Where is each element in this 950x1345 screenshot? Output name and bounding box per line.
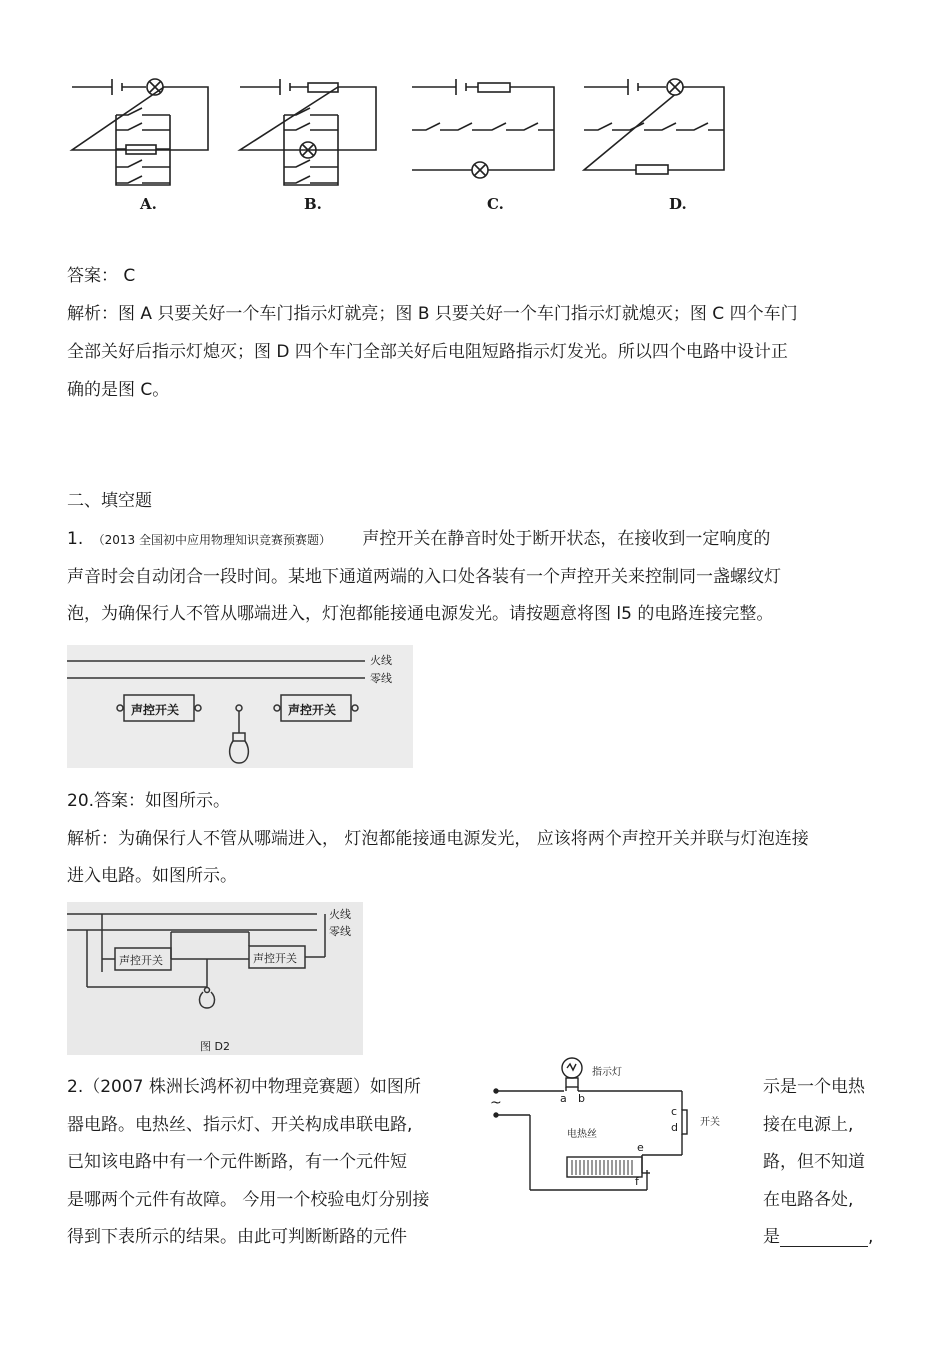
- q2-right-2: 接在电源上,: [763, 1115, 854, 1135]
- source-symbol: ~: [490, 1095, 502, 1111]
- point-b: b: [578, 1092, 585, 1105]
- q2-left-3: 已知该电路中有一个元件断路，有一个元件短: [67, 1152, 407, 1172]
- figd2-switch-left: 声控开关: [119, 954, 163, 967]
- point-f: f: [635, 1175, 639, 1188]
- option-label-c: C.: [487, 195, 504, 213]
- section-title: 二、填空题: [67, 491, 152, 511]
- figd2-live-label: 火线: [329, 908, 351, 921]
- answer-line: 答案： C: [67, 266, 136, 286]
- option-label-b: B.: [304, 195, 322, 213]
- q2-left-5: 得到下表所示的结果。由此可判断断路的元件: [67, 1227, 407, 1247]
- analysis-line-2: 全部关好后指示灯熄灭；图 D 四个车门全部关好后电阻短路指示灯发光。所以四个电路中设计正: [67, 342, 788, 362]
- q2-left-2: 器电路。电热丝、指示灯、开关构成串联电路,: [67, 1115, 413, 1135]
- q2-right-4: 在电路各处,: [763, 1190, 854, 1210]
- circuit-options-figure: [60, 75, 740, 220]
- q1-source: （2013 全国初中应用物理知识竞赛预赛题）: [92, 533, 331, 547]
- fig15-switch-right: 声控开关: [288, 703, 337, 717]
- answer-blank[interactable]: [780, 1230, 868, 1247]
- figd2-neutral-label: 零线: [329, 925, 351, 938]
- fig15-neutral-label: 零线: [370, 672, 392, 685]
- figure-15: [67, 645, 413, 768]
- circuit-d: [584, 79, 724, 174]
- q1-line-2: 声音时会自动闭合一段时间。某地下通道两端的入口处各装有一个声控开关来控制同一盏螺纹灯: [67, 567, 781, 587]
- figd2-caption: 图 D2: [200, 1040, 230, 1053]
- q1-line-3: 泡，为确保行人不管从哪端进入，灯泡都能接通电源发光。请按题意将图 l5 的电路连接完整。: [67, 604, 774, 624]
- q2-right-5: [763, 1227, 873, 1247]
- point-e: e: [637, 1141, 644, 1154]
- q1-text-1: 声控开关在静音时处于断开状态，在接收到一定响度的: [362, 529, 771, 549]
- q2-right-5-end: ,: [868, 1227, 874, 1247]
- lamp-label: 指示灯: [592, 1067, 622, 1078]
- answer20-analysis-2: 进入电路。如图所示。: [67, 866, 237, 886]
- q2-right-3: 路，但不知道: [763, 1152, 865, 1172]
- q2-left-4: 是哪两个元件有故障。 今用一个校验电灯分别接: [67, 1190, 430, 1210]
- answer20-analysis-1: 解析：为确保行人不管从哪端进入， 灯泡都能接通电源发光， 应该将两个声控开关并联与灯泡连接: [67, 829, 809, 849]
- heater-circuit-figure: [482, 1055, 732, 1200]
- q2-right-1: 示是一个电热: [763, 1077, 865, 1097]
- analysis-line-3: 确的是图 C。: [67, 380, 170, 400]
- answer20-line: 20.答案：如图所示。: [67, 791, 231, 811]
- fig15-switch-left: 声控开关: [131, 703, 180, 717]
- circuit-c: [412, 79, 554, 178]
- q2-left-1: 2.（2007 株洲长鸿杯初中物理竞赛题）如图所: [67, 1077, 421, 1097]
- point-d: d: [671, 1121, 678, 1134]
- point-a: a: [560, 1092, 567, 1105]
- figd2-switch-right: 声控开关: [253, 952, 297, 965]
- q1-line-1: [67, 529, 770, 550]
- heater-label: 电热丝: [567, 1129, 597, 1140]
- circuit-b: [240, 79, 376, 185]
- fig15-live-label: 火线: [370, 654, 392, 667]
- switch-label: 开关: [700, 1117, 720, 1128]
- figure-d2: [67, 902, 363, 1055]
- q1-number: 1.: [67, 529, 84, 549]
- option-label-d: D.: [669, 195, 687, 213]
- analysis-line-1: 解析：图 A 只要关好一个车门指示灯就亮；图 B 只要关好一个车门指示灯就熄灭；图 C 四个车门: [67, 304, 798, 324]
- point-c: c: [671, 1105, 678, 1118]
- circuit-a: [72, 79, 208, 185]
- option-label-a: A.: [140, 195, 157, 213]
- q2-right-5-text: 是: [763, 1227, 780, 1247]
